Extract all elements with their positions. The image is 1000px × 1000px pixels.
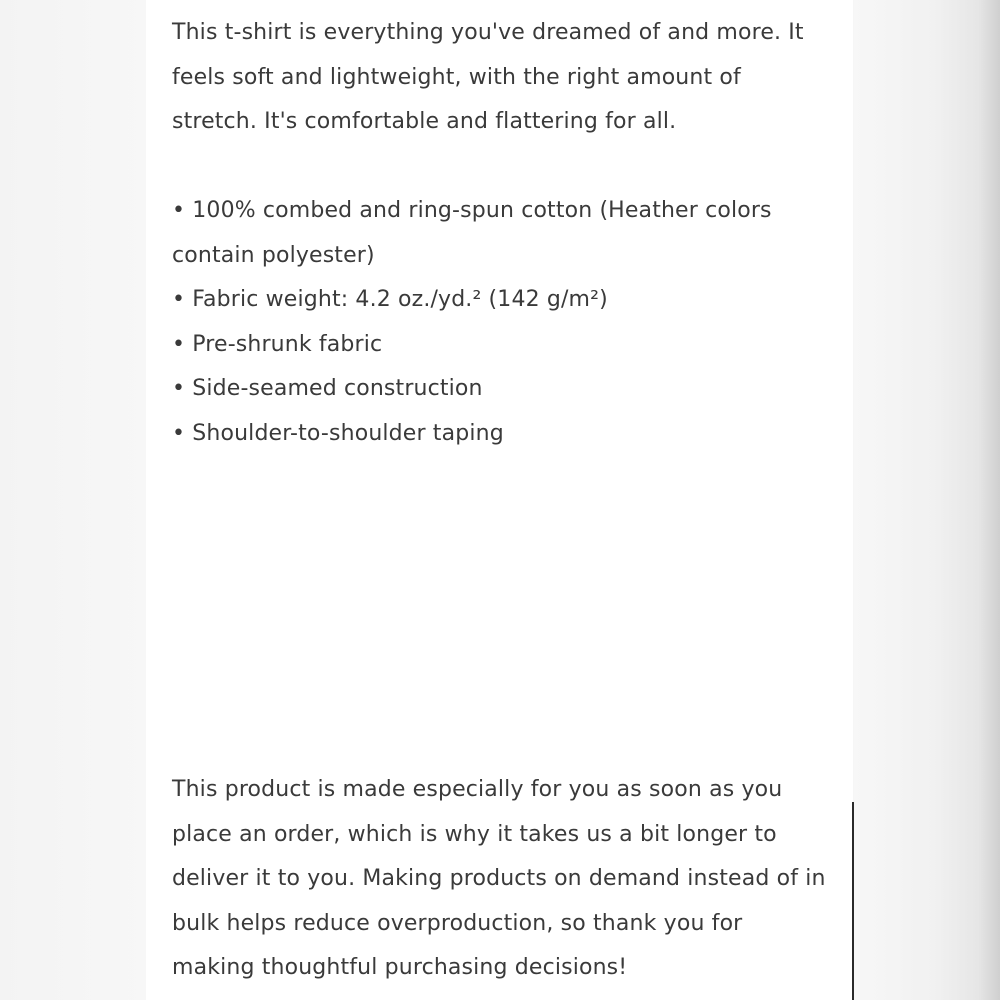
made-to-order-notice [172, 768, 832, 991]
feature-item-side-seamed: • Side-seamed construction [172, 376, 483, 402]
intro-paragraph: This t-shirt is everything you've dreamed of and more. It feels soft and lightweight, with the right amount of stretch. It's comfortable and flattering for all. [172, 20, 804, 135]
feature-list [172, 189, 832, 457]
feature-item-fabric-weight: • Fabric weight: 4.2 oz./yd.² (142 g/m²) [172, 287, 608, 313]
background-left [0, 0, 146, 1000]
background-right [854, 0, 1000, 1000]
feature-item-cotton: • 100% combed and ring-spun cotton (Heather colors [172, 198, 772, 223]
feature-item-cotton-continued: contain polyester) [172, 242, 375, 268]
feature-item-pre-shrunk: • Pre-shrunk fabric [172, 331, 383, 357]
feature-item-taping: • Shoulder-to-shoulder taping [172, 420, 504, 446]
description-intro [172, 11, 832, 145]
notice-paragraph: This product is made especially for you as soon as you place an order, which is why it takes us a bit longer to deliver it to you. Making products on demand instead of in bulk helps reduce overproduction, so thank you for making thoughtful purchasing decisions! [172, 777, 826, 981]
scroll-edge-line [852, 802, 854, 1000]
